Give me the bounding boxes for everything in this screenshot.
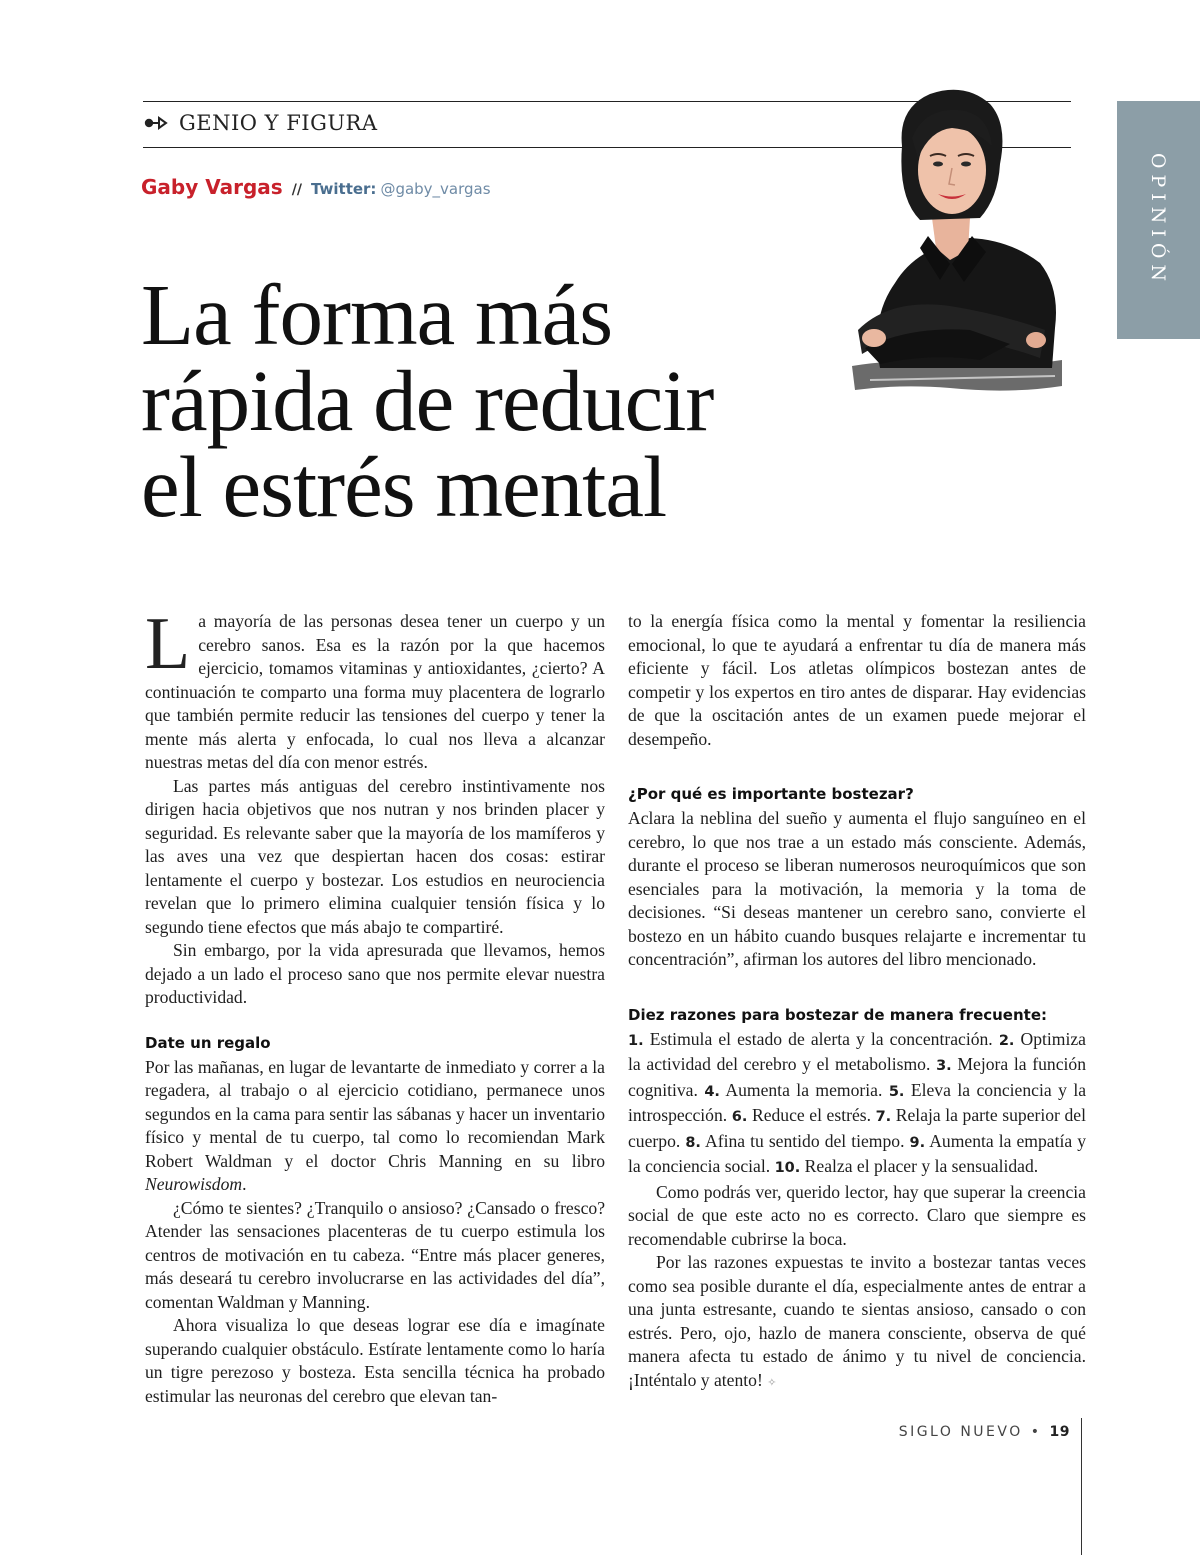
paragraph: Por las mañanas, en lugar de levantarte de inmediato y correr a la regadera, al trabajo o al ejercicio cotidiano, permanece unos segundos en la cama para sentir las sábanas y hacer un inventario físico y mental de tu cuerpo, tal como lo recomiendan Mark Robert Waldman y el doctor Chris Manning en su libro Neurowisdom. — [145, 1056, 605, 1194]
byline — [141, 175, 491, 199]
paragraph: Las partes más antiguas del cerebro instintivamente nos dirigen hacia objetivos que nos nutran y nos brinden placer y seguridad. Es relevante saber que la mayoría de los mamíferos y las aves una vez que despiertan hacen dos cosas: estirar lentamente el cuerpo y bostezar. Los estudios en neurociencia revelan que lo primero elimina cualquier tensión física y lo segundo tiene efectos que más abajo te compartiré. — [145, 775, 605, 937]
paragraph: Como podrás ver, querido lector, hay que superar la creencia social de que este acto no es correcto. Claro que siempre es recomendable cubrirse la boca. — [628, 1181, 1086, 1249]
headline-line-3: el estrés mental — [141, 438, 667, 535]
reason-text: Relaja la parte superior del cuerpo. — [628, 1105, 1086, 1151]
reason-number: 3. — [936, 1058, 952, 1074]
reason-text: Aumenta la memoria. — [725, 1079, 883, 1100]
reason-number: 7. — [875, 1109, 892, 1125]
reason-number: 2. — [998, 1032, 1015, 1049]
subhead-date-un-regalo: Date un regalo — [145, 1033, 271, 1052]
reason-number: 9. — [909, 1134, 926, 1151]
subhead-diez-razones: Diez razones para bostezar de manera frecuente: — [628, 1005, 1048, 1024]
headline-line-1: La forma más — [141, 266, 613, 363]
drop-cap: L — [145, 603, 191, 685]
opinion-tab-label: OPINIÓN — [1147, 152, 1169, 288]
twitter-handle[interactable]: @gaby_vargas — [380, 180, 491, 198]
article-column-left — [145, 603, 605, 1408]
magazine-name: SIGLO NUEVO — [898, 1424, 1023, 1440]
reason-number: 8. — [685, 1134, 701, 1151]
twitter-label: Twitter: — [310, 180, 377, 198]
arrow-bullet-icon — [143, 116, 169, 130]
section-header — [143, 111, 378, 135]
paragraph: to la energía física como la mental y fomentar la resiliencia emocional, lo que te ayudará a enfrentar tu día de manera más eficiente y fácil. Los atletas olímpicos bostezan antes de competir y los expertos en tiro antes de disparar. Hay evidencias de que la oscitación antes de un examen puede mejorar el desempeño. — [628, 611, 1086, 749]
reason-text: Afina tu sentido del tiempo. — [705, 1130, 905, 1151]
headline — [141, 266, 841, 535]
end-mark-icon: ✧ — [767, 1375, 777, 1389]
reason-text: Eleva la conciencia y la introspección. — [628, 1079, 1087, 1125]
headline-line-2: rápida de reducir — [141, 352, 714, 449]
reason-text: Realza el placer y la sensualidad. — [804, 1156, 1039, 1176]
folio — [899, 1424, 1070, 1440]
header-rule-bottom — [143, 147, 843, 148]
reason-number: 1. — [628, 1032, 644, 1049]
reason-number: 4. — [704, 1083, 720, 1100]
section-label: GENIO Y FIGURA — [179, 111, 378, 135]
folio-bullet: • — [1030, 1424, 1042, 1440]
paragraph: Por las razones expuestas te invito a bostezar tantas veces como sea posible durante el día, especialmente antes de entrar a una junta estresante, cuando te sientas ansioso, cansado o con estrés. Pero, ojo, hazlo de manera consciente, observa de qué manera afecta tu estado de ánimo y tu nivel de conciencia. ¡Inténtalo y atento! ✧ — [628, 1252, 1086, 1390]
paragraph: ¿Cómo te sientes? ¿Tranquilo o ansioso? ¿Cansado o fresco? Atender las sensaciones placenteras de tu cuerpo estimula los centros de motivación en tu cabeza. “Entre más placer generes, más deseará tu cerebro involucrarse en las actividades del día”, comentan Waldman y Manning. — [145, 1197, 605, 1312]
page-number: 19 — [1049, 1424, 1070, 1440]
reason-text: Aumenta la empatía y la conciencia social. — [628, 1130, 1086, 1176]
paragraph: Aclara la neblina del sueño y aumenta el flujo sanguíneo en el cerebro, lo que nos trae a un estado más consciente. Además, durante el proceso se liberan numerosos neuroquímicos que son esenciales para la motivación, la memoria y la toma de decisiones. “Si deseas mantener un cerebro sano, convierte el bostezo en un hábito cuando busques relajarte e incrementar tu concentración”, afirman los autores del libro mencionado. — [628, 808, 1086, 969]
folio-rule — [1081, 1418, 1082, 1555]
paragraph: Ahora visualiza lo que deseas lograr ese día e imagínate superando cualquier obstáculo. Estírate lentamente como lo haría un tigre perezoso y bosteza. Esta sencilla técnica ha probado estimular las neuronas del cerebro que elevan tan- — [145, 1315, 605, 1406]
article-column-right — [628, 610, 1086, 1394]
paragraph: Sin embargo, por la vida apresurada que llevamos, hemos dejado a un lado el proceso sano que nos permite elevar nuestra productividad. — [145, 940, 605, 1007]
author-name: Gaby Vargas — [141, 175, 283, 199]
book-title: Neurowisdom — [145, 1174, 243, 1194]
reason-number: 5. — [888, 1083, 905, 1100]
paragraph: La mayoría de las personas desea tener un cuerpo y un cerebro sanos. Esa es la razón por la que hacemos ejercicio, tomamos vitaminas y antioxidantes, ¿cierto? A continuación te comparto una forma muy placentera de lograrlo que también permite reducir las tensiones del cuerpo y tener la mente más alerta y enfocada, lo cual nos lleva a alcanzar nuestras metas del día con menor estrés. — [145, 603, 605, 772]
reason-text: Optimiza la actividad del cerebro y el metabolismo. — [628, 1028, 1086, 1074]
reason-text: Reduce el estrés. — [751, 1105, 871, 1125]
reason-text: Mejora la función cognitiva. — [628, 1054, 1087, 1100]
reason-number: 10. — [774, 1160, 801, 1176]
byline-separator: // — [291, 182, 302, 198]
reason-text: Estimula el estado de alerta y la concentración. — [649, 1028, 993, 1049]
reasons-list — [628, 1028, 1086, 1181]
reason-number: 6. — [731, 1109, 748, 1125]
author-portrait — [840, 68, 1065, 403]
subhead-por-que-bostezar: ¿Por qué es importante bostezar? — [628, 785, 914, 803]
